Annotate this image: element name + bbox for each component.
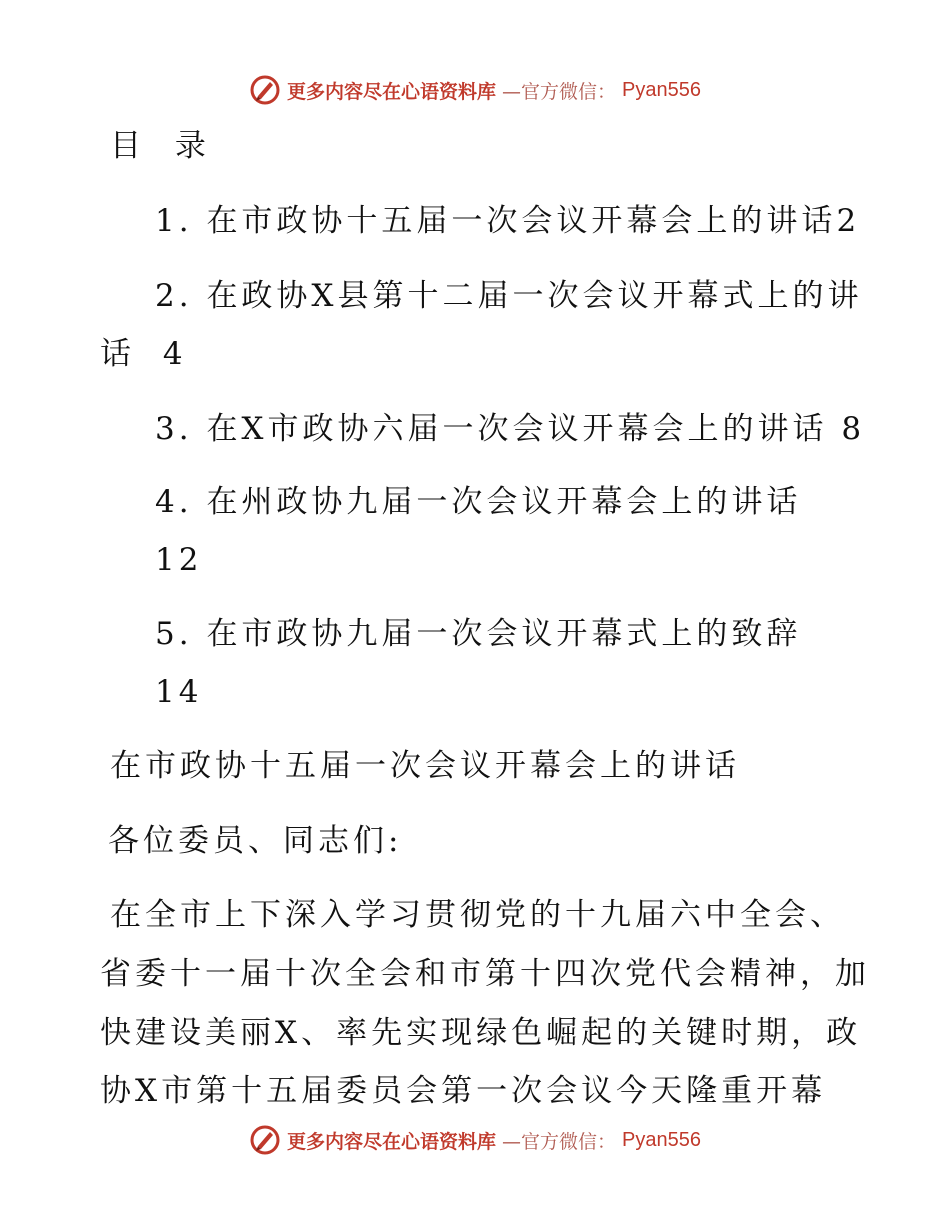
body-line: 省委十一届十次全会和市第十四次党代会精神，加 bbox=[100, 956, 870, 992]
toc-item[interactable] bbox=[155, 614, 801, 654]
pen-logo-icon bbox=[249, 1124, 281, 1156]
toc-item[interactable] bbox=[155, 201, 860, 241]
toc-item-continuation[interactable] bbox=[100, 334, 187, 374]
toc-item-number: 5. bbox=[155, 616, 193, 652]
toc-item-number: 1. bbox=[155, 203, 193, 239]
toc-item[interactable] bbox=[155, 482, 801, 522]
toc-item-page: 2 bbox=[836, 203, 861, 239]
toc-item-title: 在市政协十五届一次会议开幕会上的讲话 bbox=[206, 203, 837, 239]
body-line: 快建设美丽X、率先实现绿色崛起的关键时期，政 bbox=[100, 1015, 862, 1051]
pen-logo-icon bbox=[249, 74, 281, 106]
toc-item-title: 在市政协九届一次会议开幕式上的致辞 bbox=[206, 616, 802, 652]
speech-salutation: 各位委员、同志们: bbox=[108, 823, 403, 859]
toc-item-title: 在X市政协六届一次会议开幕会上的讲话 bbox=[206, 411, 828, 447]
toc-item-title: 话 bbox=[100, 336, 135, 372]
header-banner bbox=[0, 70, 950, 110]
toc-item-number: 4. bbox=[155, 484, 193, 520]
toc-item-page: 4 bbox=[162, 336, 187, 372]
banner-text: 更多内容尽在心语资料库 bbox=[287, 1130, 497, 1153]
toc-item-title: 在政协X县第十二届一次会议开幕式上的讲 bbox=[206, 278, 863, 314]
footer-banner bbox=[0, 1120, 950, 1160]
banner-wechat-id: Pyan556 bbox=[622, 1128, 701, 1151]
body-line: 协X市第十五届委员会第一次会议今天隆重开幕 bbox=[100, 1073, 827, 1109]
toc-item-page: 8 bbox=[841, 411, 866, 447]
toc-heading: 目 录 bbox=[110, 128, 218, 164]
toc-item-page[interactable]: 12 bbox=[155, 542, 203, 578]
toc-item-number: 3. bbox=[155, 411, 193, 447]
toc-item[interactable] bbox=[155, 276, 863, 316]
body-line: 在全市上下深入学习贯彻党的十九届六中全会、 bbox=[110, 897, 845, 933]
banner-separator: —官方微信： bbox=[502, 80, 617, 103]
banner-wechat-id: Pyan556 bbox=[622, 78, 701, 101]
banner-text: 更多内容尽在心语资料库 bbox=[287, 80, 497, 103]
toc-item-number: 2. bbox=[155, 278, 193, 314]
speech-title: 在市政协十五届一次会议开幕会上的讲话 bbox=[110, 748, 740, 784]
toc-item[interactable] bbox=[155, 409, 865, 449]
banner-separator: —官方微信： bbox=[502, 1130, 617, 1153]
toc-item-page[interactable]: 14 bbox=[155, 674, 203, 710]
toc-item-title: 在州政协九届一次会议开幕会上的讲话 bbox=[206, 484, 802, 520]
